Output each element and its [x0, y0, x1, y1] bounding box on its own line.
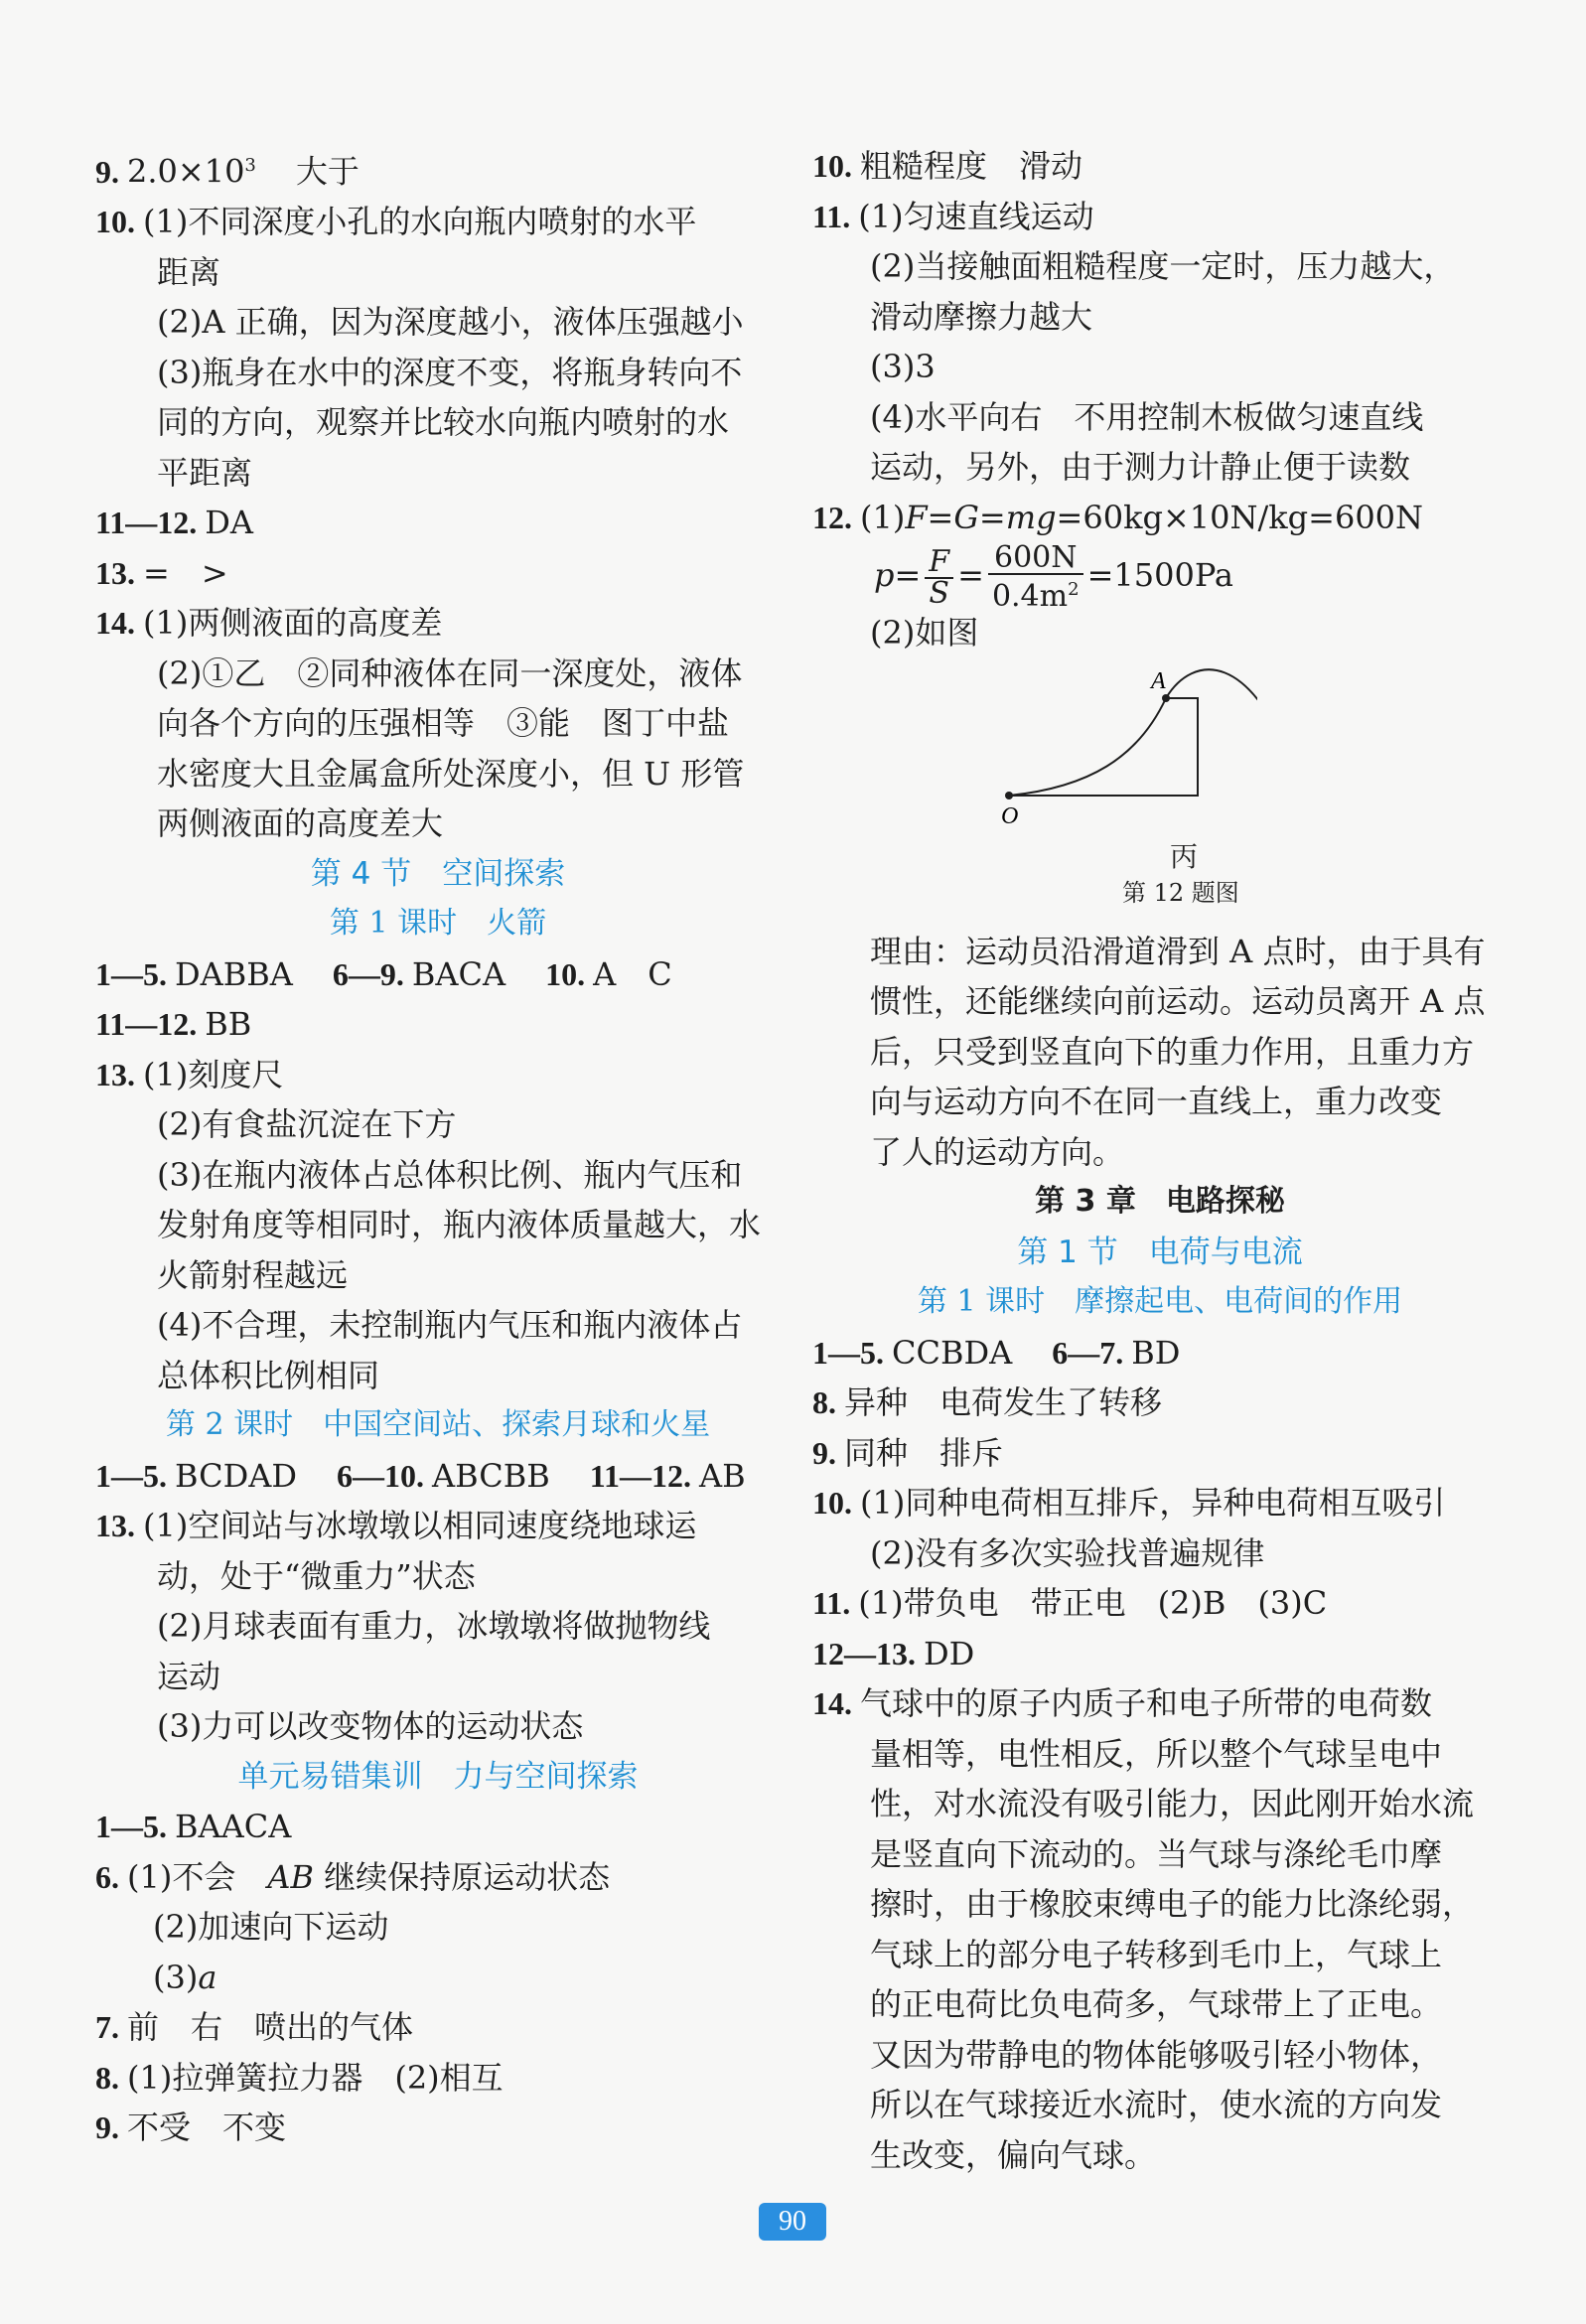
answer-line: 滑动摩擦力越大: [870, 297, 1093, 336]
question-number: 14.: [812, 1685, 852, 1721]
point-a: [1162, 694, 1170, 702]
answer-line: 动，处于“微重力”状态: [157, 1556, 476, 1595]
trajectory-curve: [1009, 669, 1257, 796]
fraction-values: [988, 540, 1083, 614]
answer-line: (1)不同深度小孔的水向瓶内喷射的水平: [143, 203, 697, 241]
answer-line: (1)刻度尺: [143, 1055, 284, 1093]
answer-text: CCBDA: [892, 1333, 1013, 1372]
answer-line: 向各个方向的压强相等 ③能 图丁中盐: [157, 704, 730, 743]
answer-line: 运动，另外，由于测力计静止便于读数: [870, 448, 1411, 486]
figure-label: 丙: [1170, 839, 1199, 873]
answer-13b: [95, 1050, 781, 1100]
answer-text: BCDAD: [175, 1456, 298, 1495]
exponent: 2: [1068, 579, 1080, 600]
answer-text: =: [927, 498, 954, 536]
answer-line: (1)同种电荷相互排斥，异种电荷相互吸引: [860, 1484, 1446, 1522]
denominator-text: 0.4m: [991, 579, 1069, 614]
answer-line: 总体积比例相同: [157, 1356, 380, 1394]
question-number: 6—7.: [1052, 1334, 1124, 1371]
answer-text: (3): [153, 1958, 199, 1996]
answer-line: 气球上的部分电子转移到毛巾上，气球上: [870, 1935, 1443, 1973]
answer-line: 发射角度等相同时，瓶内液体质量越大，水: [157, 1206, 762, 1244]
answer-line: 性，对水流没有吸引能力，因此刚开始水流: [870, 1785, 1475, 1822]
question-number: 8.: [95, 2059, 119, 2096]
answer-line: 水密度大且金属盒所处深度小，但 U 形管: [157, 754, 745, 793]
answer-13: [95, 548, 781, 599]
question-number: 1—5.: [95, 955, 167, 992]
answer-text: AB: [698, 1456, 746, 1495]
answer-line: (2)A 正确，因为深度越小，液体压强越小: [157, 303, 744, 342]
lesson-heading: 第 2 课时 中国空间站、探索月球和火星: [165, 1407, 711, 1443]
question-number: 6—10.: [337, 1457, 425, 1494]
answer-text: (1)带负电 带正电 (2)B (3)C: [858, 1584, 1328, 1622]
answer-value: 2.0×10: [127, 152, 245, 191]
answer-10r: [812, 141, 1508, 192]
question-number: 6.: [95, 1858, 119, 1895]
answer-14: [95, 598, 781, 649]
answer-text: DD: [924, 1634, 975, 1672]
section-heading: 第 1 节 电荷与电流: [1017, 1234, 1303, 1270]
answer-text: DA: [205, 504, 253, 542]
answer-9r: [812, 1428, 1508, 1479]
numerator: 600N: [988, 543, 1083, 575]
question-number: 10.: [812, 1485, 852, 1521]
answer-text: 前 右 喷出的气体: [127, 2008, 414, 2047]
answer-text: (1): [860, 498, 906, 536]
figure-caption: 第 12 题图: [1122, 878, 1239, 907]
answer-line: 距离: [157, 252, 221, 291]
answer-line: (2)有食盐沉淀在下方: [157, 1105, 457, 1144]
lesson-heading: 第 1 课时 摩擦起电、电荷间的作用: [917, 1284, 1403, 1319]
answer-line: 气球中的原子内质子和电子所带的电荷数: [860, 1684, 1433, 1722]
question-number: 1—5.: [95, 1809, 167, 1845]
answer-line: 又因为带静电的物体能够吸引轻小物体，: [870, 2035, 1443, 2074]
label-a: A: [1151, 667, 1166, 694]
answer-text: (1)拉弹簧拉力器 (2)相互: [127, 2058, 504, 2097]
question-number: 7.: [95, 2009, 119, 2046]
question-number: 13.: [95, 1056, 135, 1092]
equals-sign: =: [957, 556, 984, 594]
answer-12r: [812, 493, 1508, 543]
answer-line: 的正电荷比负电荷多，气球带上了正电。: [870, 1985, 1443, 2023]
question-number: 10.: [545, 955, 586, 992]
answer-text: BB: [205, 1005, 252, 1044]
answer-line: 擦时，由于橡胶束缚电子的能力比涤纶弱，: [870, 1885, 1475, 1923]
answer-text: =1500Pa: [1086, 556, 1233, 594]
answer-text: ABCBB: [432, 1456, 550, 1495]
answer-line: (3)瓶身在水中的深度不变，将瓶身转向不: [157, 353, 743, 391]
answer-line: (2)如图: [870, 614, 979, 652]
answer-text: 异种 电荷发生了转移: [844, 1383, 1163, 1421]
answer-line: (2)加速向下运动: [153, 1908, 389, 1947]
question-number: 6—9.: [332, 955, 404, 992]
answer-line: (2)当接触面粗糙程度一定时，压力越大，: [870, 247, 1456, 285]
answer-line: (3)3: [870, 348, 936, 385]
answer-9b: [95, 2103, 781, 2153]
answer-line: 两侧液面的高度差大: [157, 804, 444, 843]
question-number: 10.: [812, 148, 852, 184]
answer-text: BAACA: [175, 1808, 292, 1846]
answer-line: (1)匀速直线运动: [858, 197, 1094, 235]
denominator: S: [929, 575, 949, 611]
answer-10b: [812, 1478, 1508, 1528]
left-column: [95, 141, 781, 2153]
answer-line: 平距离: [157, 453, 253, 492]
answer-text: =: [978, 498, 1006, 536]
label-o: O: [1001, 802, 1019, 827]
point-o: [1005, 792, 1013, 799]
question-number: 10.: [95, 204, 135, 240]
answer-8r: [812, 1378, 1508, 1428]
answer-row-1-7: [812, 1328, 1508, 1379]
answer-line: [95, 1953, 781, 2003]
variable: p: [874, 556, 895, 594]
question-number: 11.: [812, 198, 851, 234]
answer-text: BD: [1131, 1333, 1181, 1372]
question-number: 13.: [95, 1508, 135, 1544]
answer-line: 所以在气球接近水流时，使水流的方向发: [870, 2086, 1443, 2123]
answer-line: (4)水平向右 不用控制木板做匀速直线: [870, 397, 1424, 436]
variable: mg: [1005, 498, 1057, 536]
answer-line: (1)空间站与冰墩墩以相同速度绕地球运: [143, 1507, 697, 1545]
answer-line: 同的方向，观察并比较水向瓶内喷射的水: [157, 403, 730, 442]
answer-line: 了人的运动方向。: [870, 1132, 1125, 1171]
numerator: F: [925, 547, 953, 579]
lesson-heading: 第 1 课时 火箭: [329, 906, 547, 942]
answer-text: (1)不会: [127, 1857, 268, 1896]
answer-text: = >: [143, 553, 228, 592]
trajectory-diagram: [999, 658, 1257, 827]
answer-row-1-10: [95, 949, 781, 1000]
question-number: 12.: [812, 499, 852, 535]
answer-row-12-13: [812, 1629, 1508, 1679]
answer-line: 向与运动方向不在同一直线上，重力改变: [870, 1083, 1443, 1120]
answer-line: 火箭射程越远: [157, 1255, 349, 1294]
question-number: 8.: [812, 1384, 836, 1420]
pressure-formula: [812, 540, 1508, 614]
question-number: 11—12.: [95, 505, 198, 541]
answer-11-12: [95, 498, 781, 548]
answer-text: A C: [593, 954, 672, 993]
answer-line: 惯性，还能继续向前运动。运动员离开 A 点: [870, 982, 1486, 1020]
question-number: 9.: [95, 153, 119, 190]
question-number: 9.: [95, 2109, 119, 2146]
answer-text: =60kg×10N/kg=600N: [1056, 498, 1424, 536]
question-number: 11—12.: [95, 1006, 198, 1043]
answer-9: [95, 141, 781, 197]
answer-text: 大于: [295, 152, 360, 191]
question-number: 9.: [812, 1434, 836, 1471]
answer-line: 生改变，偏向气球。: [870, 2135, 1157, 2174]
question-number: 11.: [812, 1585, 851, 1621]
fraction-f-over-s: [925, 543, 953, 611]
answer-line: 量相等，电性相反，所以整个气球呈电中: [870, 1734, 1443, 1773]
question-number: 1—5.: [812, 1334, 884, 1371]
exponent: 3: [244, 155, 256, 176]
equals-sign: =: [894, 556, 922, 594]
answer-11b: [812, 1578, 1508, 1629]
answer-11r: [812, 192, 1508, 242]
answer-text: DABBA: [175, 954, 293, 993]
answer-line: 是竖直向下流动的。当气球与涤纶毛巾摩: [870, 1834, 1443, 1873]
variable: G: [953, 498, 979, 536]
figure-12: [812, 658, 1508, 927]
question-number: 11—12.: [589, 1457, 691, 1494]
answer-14r: [812, 1678, 1508, 1729]
question-number: 12—13.: [812, 1635, 916, 1671]
unit-heading: 单元易错集训 力与空间探索: [237, 1758, 639, 1795]
question-number: 1—5.: [95, 1457, 167, 1494]
answer-line: (2)没有多次实验找普遍规律: [870, 1533, 1265, 1572]
section-heading: 第 4 节 空间探索: [310, 855, 566, 892]
answer-6: [95, 1852, 781, 1903]
answer-line: (4)不合理，未控制瓶内气压和瓶内液体占: [157, 1306, 743, 1345]
answer-line: (2)月球表面有重力，冰墩墩将做抛物线: [157, 1607, 711, 1646]
answer-13c: [95, 1501, 781, 1551]
answer-line: (3)在瓶内液体占总体积比例、瓶内气压和: [157, 1155, 743, 1194]
answer-text: BACA: [411, 954, 506, 993]
answer-10: [95, 197, 781, 247]
page-number: 90: [759, 2203, 826, 2241]
answer-line: 理由：运动员沿滑道滑到 A 点时，由于具有: [870, 932, 1486, 970]
answer-row-1-12: [95, 1451, 781, 1502]
answer-8: [95, 2053, 781, 2104]
answer-text: 粗糙程度 滑动: [860, 147, 1083, 185]
variable: AB: [267, 1857, 314, 1896]
answer-text: 不受 不变: [127, 2108, 287, 2147]
answer-line: 运动: [157, 1657, 221, 1695]
answer-text: 继续保持原运动状态: [313, 1857, 611, 1896]
question-number: 13.: [95, 554, 135, 591]
ramp-outline: [1009, 698, 1198, 796]
answer-text: 同种 排斥: [844, 1433, 1004, 1472]
variable: F: [905, 498, 928, 536]
variable: a: [198, 1958, 217, 1996]
answer-row-unit-1-5: [95, 1802, 781, 1852]
answer-line: 后，只受到竖直向下的重力作用，且重力方: [870, 1032, 1475, 1071]
answer-row-11-12: [95, 999, 781, 1050]
denominator: [988, 575, 1083, 612]
answer-line: (3)力可以改变物体的运动状态: [157, 1707, 584, 1746]
chapter-heading: 第 3 章 电路探秘: [1035, 1184, 1285, 1219]
question-number: 14.: [95, 605, 135, 642]
answer-line: (2)①乙 ②同种液体在同一深度处，液体: [157, 654, 743, 692]
answer-line: (1)两侧液面的高度差: [143, 604, 443, 643]
right-column: [812, 141, 1508, 2180]
answer-7: [95, 2002, 781, 2053]
